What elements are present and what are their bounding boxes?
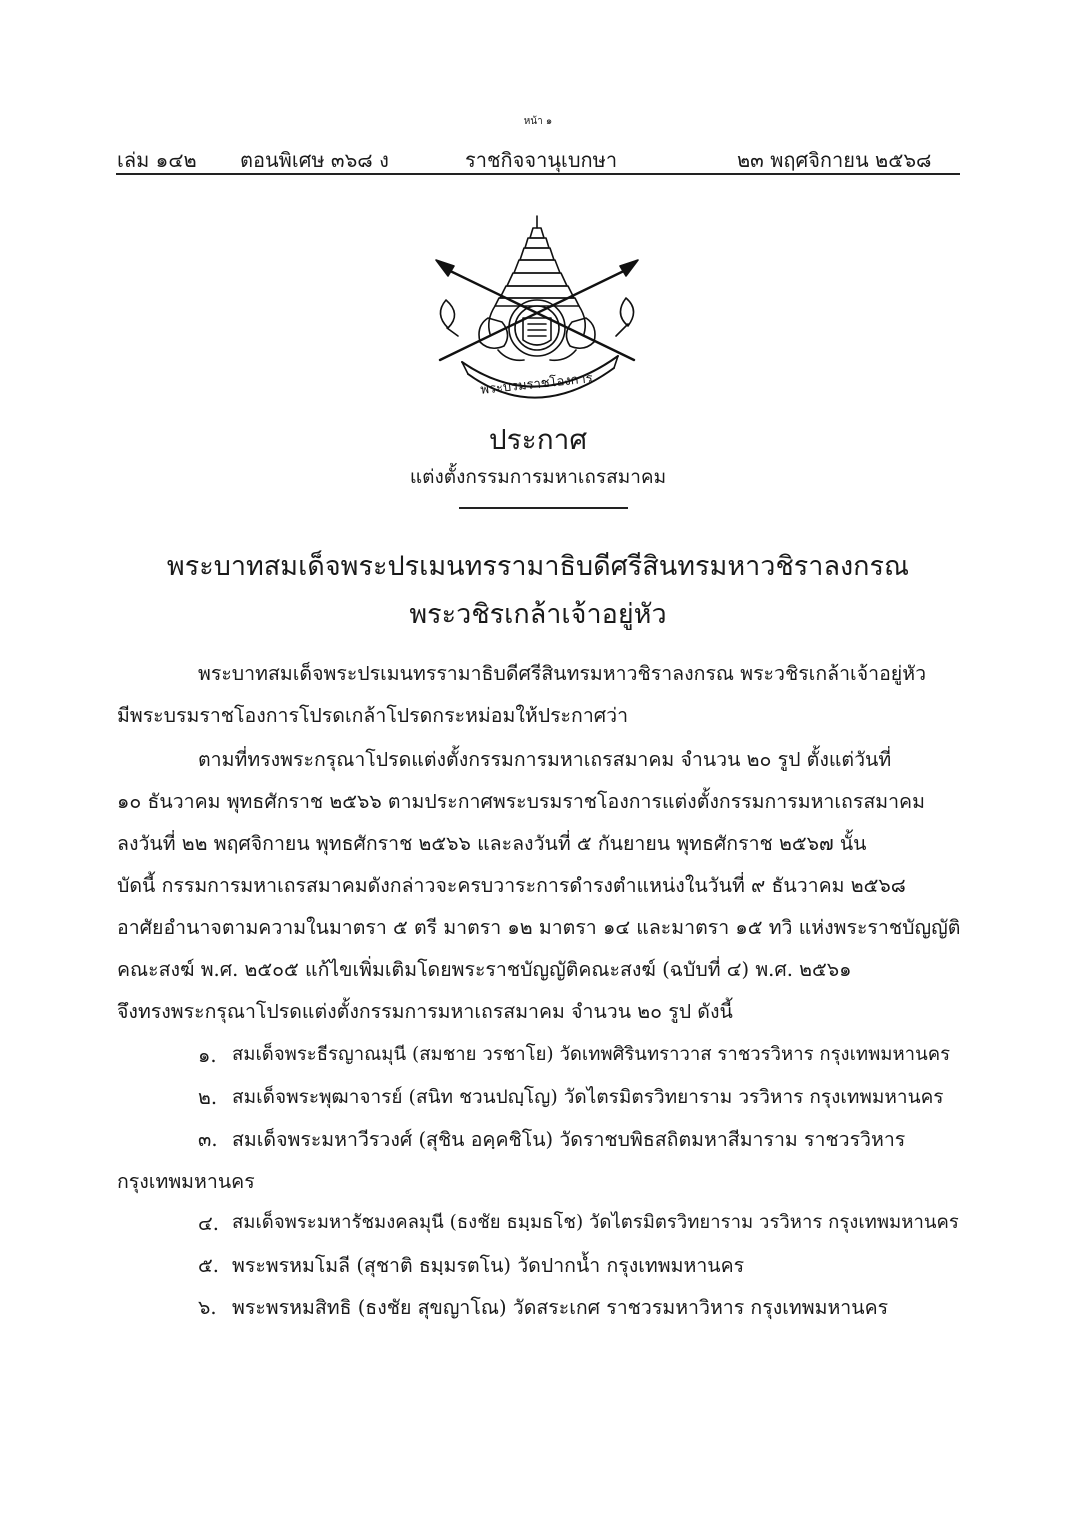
- member-entry: สมเด็จพระธีรญาณมุนี (สมชาย วรชาโย) วัดเทพศิรินทราวาส ราชวรวิหาร กรุงเทพมหานคร: [232, 1044, 951, 1065]
- para1-line2: มีพระบรมราชโองการโปรดเกล้าโปรดกระหม่อมให้ประกาศว่า: [117, 704, 629, 727]
- volume-label: เล่ม ๑๔๒: [117, 148, 197, 172]
- royal-seal-emblem-icon: [428, 210, 646, 410]
- issue-label: ตอนพิเศษ ๓๖๘ ง: [240, 148, 389, 172]
- member-entry-continuation: กรุงเทพมหานคร: [117, 1170, 255, 1193]
- member-number: ๒.: [198, 1086, 218, 1109]
- king-name-text: พระวชิรเกล้าเจ้าอยู่หัว: [409, 599, 667, 630]
- para2-line: อาศัยอำนาจตามความในมาตรา ๕ ตรี มาตรา ๑๒ มาตรา ๑๔ และมาตรา ๑๕ ทวิ แห่งพระราชบัญญัติ: [117, 916, 961, 939]
- member-entry: สมเด็จพระมหาวีรวงศ์ (สุชิน อคฺคชิโน) วัดราชบพิธสถิตมหาสีมาราม ราชวรวิหาร: [232, 1128, 906, 1151]
- member-entry: สมเด็จพระมหารัชมงคลมุนี (ธงชัย ธมฺมธโช) วัดไตรมิตรวิทยาราม วรวิหาร กรุงเทพมหานคร: [232, 1212, 959, 1233]
- member-entry: สมเด็จพระพุฒาจารย์ (สนิท ชวนปญฺโญ) วัดไตรมิตรวิทยาราม วรวิหาร กรุงเทพมหานคร: [232, 1086, 944, 1108]
- member-number: ๓.: [198, 1128, 218, 1151]
- member-entry: พระพรหมโมลี (สุชาติ ธมฺมรตโน) วัดปากน้ำ กรุงเทพมหานคร: [232, 1254, 745, 1277]
- seal-banner-text: พระบรมราชโองการ: [479, 371, 594, 398]
- header-rule: [116, 173, 960, 175]
- para2-line: บัดนี้ กรรมการมหาเถรสมาคมดังกล่าวจะครบวาระการดำรงตำแหน่งในวันที่ ๙ ธันวาคม ๒๕๖๘: [117, 874, 906, 897]
- para2-line: ตามที่ทรงพระกรุณาโปรดแต่งตั้งกรรมการมหาเถรสมาคม จำนวน ๒๐ รูป ตั้งแต่วันที่: [198, 748, 892, 771]
- para2-line: ๑๐ ธันวาคม พุทธศักราช ๒๕๖๖ ตามประกาศพระบรมราชโองการแต่งตั้งกรรมการมหาเถรสมาคม: [117, 790, 925, 813]
- para2-line: ลงวันที่ ๒๒ พฤศจิกายน พุทธศักราช ๒๕๖๖ และลงวันที่ ๕ กันยายน พุทธศักราช ๒๕๖๗ นั้น: [117, 832, 867, 855]
- para2-line: จึงทรงพระกรุณาโปรดแต่งตั้งกรรมการมหาเถรสมาคม จำนวน ๒๐ รูป ดังนี้: [117, 1000, 733, 1023]
- king-name-line1: [0, 544, 1076, 587]
- para2-line: คณะสงฆ์ พ.ศ. ๒๕๐๕ แก้ไขเพิ่มเติมโดยพระราชบัญญัติคณะสงฆ์ (ฉบับที่ ๔) พ.ศ. ๒๕๖๑: [117, 958, 852, 981]
- title-rule: [459, 507, 628, 509]
- member-number: ๑.: [198, 1044, 217, 1067]
- gazette-name: ราชกิจจานุเบกษา: [465, 148, 618, 172]
- member-number: ๕.: [198, 1254, 219, 1277]
- member-number: ๖.: [198, 1296, 217, 1319]
- king-name-line2: [0, 592, 1076, 635]
- announcement-title: ประกาศ: [488, 423, 588, 456]
- member-entry: พระพรหมสิทธิ (ธงชัย สุขญาโณ) วัดสระเกศ ราชวรมหาวิหาร กรุงเทพมหานคร: [232, 1296, 889, 1319]
- announcement-subtitle: แต่งตั้งกรรมการมหาเถรสมาคม: [409, 466, 667, 488]
- gazette-date: ๒๓ พฤศจิกายน ๒๕๖๘: [737, 148, 932, 172]
- member-number: ๔.: [198, 1212, 219, 1235]
- para1-line1: พระบาทสมเด็จพระปรเมนทรรามาธิบดีศรีสินทรมหาวชิราลงกรณ พระวชิรเกล้าเจ้าอยู่หัว: [198, 662, 927, 685]
- page-number: หน้า ๑: [523, 116, 553, 127]
- king-name-text: พระบาทสมเด็จพระปรเมนทรรามาธิบดีศรีสินทรมหาวชิราลงกรณ: [166, 551, 910, 582]
